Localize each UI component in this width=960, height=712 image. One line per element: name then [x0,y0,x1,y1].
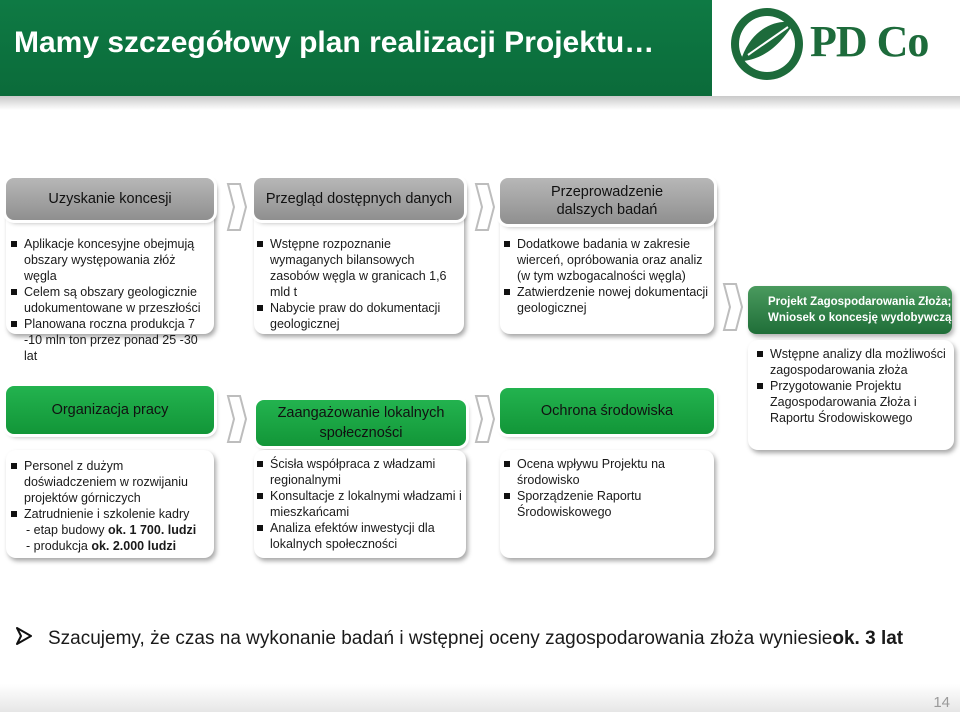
step-title-przeglad-danych: Przegląd dostępnych danych [254,178,464,220]
step-title-organizacja-pracy: Organizacja pracy [6,386,214,434]
staffing-production-label: - produkcja [26,539,92,553]
staffing-production-value: ok. 2.000 ludzi [91,539,177,553]
chevron-right-icon [226,182,248,232]
slide-title: Mamy szczegółowy plan realizacji Projektu… [14,26,655,59]
bullets-projekt [756,346,952,426]
list-item: Nabycie praw do dokumentacji geologicznej [256,300,462,332]
bullets-dalsze-badania [503,236,713,316]
list-item: Konsultacje z lokalnymi władzami i mieszkańcami [256,488,462,520]
logo-text: PD Co [810,17,929,66]
footer-band [0,684,960,712]
list-item: Przygotowanie Projektu Zagospodarowania Złoża i Raportu Środowiskowego [756,378,952,426]
list-item: Zatrudnienie i szkolenie kadry [10,506,210,522]
bullets-zaangazowanie-spolecznosci [256,456,462,552]
step-title-uzyskanie-koncesji: Uzyskanie koncesji [6,178,214,220]
bullets-przeglad-danych [256,236,462,332]
list-item: Wstępne analizy dla możliwości zagospodarowania złoża [756,346,952,378]
list-item: Dodatkowe badania w zakresie wierceń, opróbowania oraz analiz (w tym wzbogacalności węgla) [503,236,713,284]
header-shadow [0,96,960,110]
conclusion-duration: ok. 3 lat [832,628,904,649]
conclusion-line [14,626,903,652]
staffing-construction-value: ok. 1 700. ludzi [108,523,197,537]
pdco-leaf-logo-icon [728,5,806,83]
staffing-production [26,538,196,554]
list-item: Zatwierdzenie nowej dokumentacji geologicznej [503,284,713,316]
list-item: Personel z dużym doświadczeniem w rozwijaniu projektów górniczych [10,458,210,506]
chevron-right-icon [474,182,496,232]
chevron-right-icon [474,394,496,444]
staffing-construction [26,522,196,538]
step-title-zaangazowanie-spolecznosci: Zaangażowanie lokalnych społeczności [256,400,466,446]
arrowhead-bullet-icon [14,626,36,652]
list-item: Ocena wpływu Projektu na środowisko [503,456,711,488]
project-development-box: Projekt Zagospodarowania Złoża; Wniosek o koncesję wydobywczą [748,286,952,334]
bullets-organizacja-pracy [10,458,210,522]
bullets-ochrona-srodowiska [503,456,711,520]
list-item: Ścisła współpraca z władzami regionalnymi [256,456,462,488]
page-number: 14 [933,694,950,711]
list-item: Planowana roczna produkcja 7 -10 mln ton przez ponad 25 -30 lat [10,316,210,364]
list-item: Aplikacje koncesyjne obejmują obszary występowania złóż węgla [10,236,210,284]
conclusion-text: Szacujemy, że czas na wykonanie badań i wstępnej oceny zagospodarowania złoża wyniesie [48,628,833,649]
step-title-dalsze-badania: Przeprowadzenie dalszych badań [500,178,714,224]
staffing-construction-label: - etap budowy [26,523,108,537]
list-item: Analiza efektów inwestycji dla lokalnych społeczności [256,520,462,552]
list-item: Sporządzenie Raportu Środowiskowego [503,488,711,520]
list-item: Celem są obszary geologicznie udokumentowane w przeszłości [10,284,210,316]
chevron-right-icon [722,282,744,332]
staffing-lines [26,522,196,554]
step-title-ochrona-srodowiska: Ochrona środowiska [500,388,714,434]
list-item: Wstępne rozpoznanie wymaganych bilansowych zasobów węgla w granicach 1,6 mld t [256,236,462,300]
logo-area [712,0,960,96]
chevron-right-icon [226,394,248,444]
bullets-uzyskanie-koncesji [10,236,210,364]
